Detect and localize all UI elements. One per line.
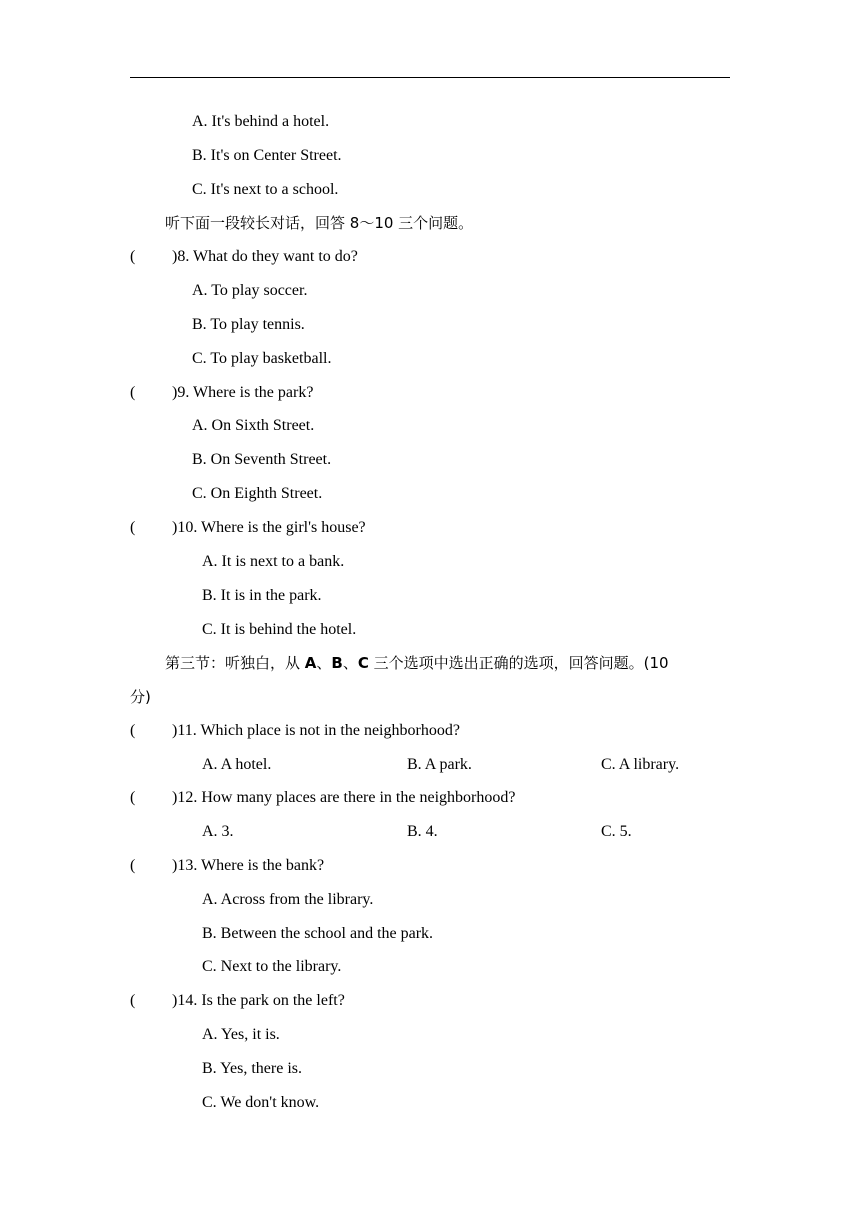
question-14 <box>130 991 345 1011</box>
question-13 <box>130 856 324 876</box>
question-text: 10. Where is the girl's house? <box>177 519 366 536</box>
q8-option-a: A. To play soccer. <box>192 282 308 299</box>
q14-option-c: C. We don't know. <box>202 1094 320 1111</box>
answer-blank-close: ) <box>172 722 178 739</box>
answer-blank-open: ( <box>130 248 136 265</box>
question-text: 14. Is the park on the left? <box>177 992 345 1009</box>
q11-option-a: A. A hotel. <box>202 756 272 773</box>
answer-blank-close: ) <box>172 248 178 265</box>
answer-blank-open: ( <box>130 384 136 401</box>
question-10 <box>130 518 366 538</box>
q11-option-b: B. A park. <box>407 756 472 773</box>
separator: 、 <box>342 654 358 672</box>
q9-option-c: C. On Eighth Street. <box>192 485 323 502</box>
question-11 <box>130 721 460 741</box>
q12-option-b: B. 4. <box>407 823 438 840</box>
option-letter-a: A <box>304 654 317 672</box>
question-text: 13. Where is the bank? <box>177 857 325 874</box>
separator: 、 <box>316 654 332 672</box>
q10-option-c: C. It is behind the hotel. <box>202 621 357 638</box>
question-text: 8. What do they want to do? <box>177 248 358 265</box>
section3-suffix: 三个选项中选出正确的选项，回答问题。(10 <box>368 654 669 672</box>
q8-option-b: B. To play tennis. <box>192 316 305 333</box>
q7-option-b: B. It's on Center Street. <box>192 147 342 164</box>
q8-option-c: C. To play basketball. <box>192 350 332 367</box>
header-rule <box>130 77 730 78</box>
answer-blank-close: ) <box>172 857 178 874</box>
q10-option-a: A. It is next to a bank. <box>202 553 345 570</box>
q13-option-b: B. Between the school and the park. <box>202 925 434 942</box>
q13-option-a: A. Across from the library. <box>202 891 374 908</box>
q14-option-b: B. Yes, there is. <box>202 1060 303 1077</box>
answer-blank-open: ( <box>130 789 136 806</box>
question-8 <box>130 247 358 267</box>
answer-blank-close: ) <box>172 384 178 401</box>
answer-blank-close: ) <box>172 789 178 806</box>
answer-blank-open: ( <box>130 722 136 739</box>
q7-option-c: C. It's next to a school. <box>192 181 339 198</box>
option-letter-b: B <box>331 654 343 672</box>
section3-prefix: 第三节：听独白，从 <box>165 654 305 672</box>
answer-blank-open: ( <box>130 519 136 536</box>
section3-instruction-cont: 分) <box>130 688 151 706</box>
question-text: 11. Which place is not in the neighborhood? <box>177 722 460 739</box>
q9-option-b: B. On Seventh Street. <box>192 451 332 468</box>
q12-option-a: A. 3. <box>202 823 234 840</box>
section3-instruction <box>165 653 669 673</box>
q14-option-a: A. Yes, it is. <box>202 1026 280 1043</box>
question-9 <box>130 383 313 403</box>
question-text: 9. Where is the park? <box>177 384 314 401</box>
question-text: 12. How many places are there in the neighborhood? <box>177 789 516 806</box>
q11-option-c: C. A library. <box>601 756 680 773</box>
q10-option-b: B. It is in the park. <box>202 587 322 604</box>
answer-blank-open: ( <box>130 857 136 874</box>
q13-option-c: C. Next to the library. <box>202 958 342 975</box>
question-12 <box>130 788 515 808</box>
answer-blank-close: ) <box>172 519 178 536</box>
dialogue-instruction: 听下面一段较长对话，回答 8～10 三个问题。 <box>165 214 474 232</box>
q9-option-a: A. On Sixth Street. <box>192 417 315 434</box>
answer-blank-open: ( <box>130 992 136 1009</box>
option-letter-c: C <box>357 654 369 672</box>
q12-option-c: C. 5. <box>601 823 632 840</box>
answer-blank-close: ) <box>172 992 178 1009</box>
q7-option-a: A. It's behind a hotel. <box>192 113 330 130</box>
